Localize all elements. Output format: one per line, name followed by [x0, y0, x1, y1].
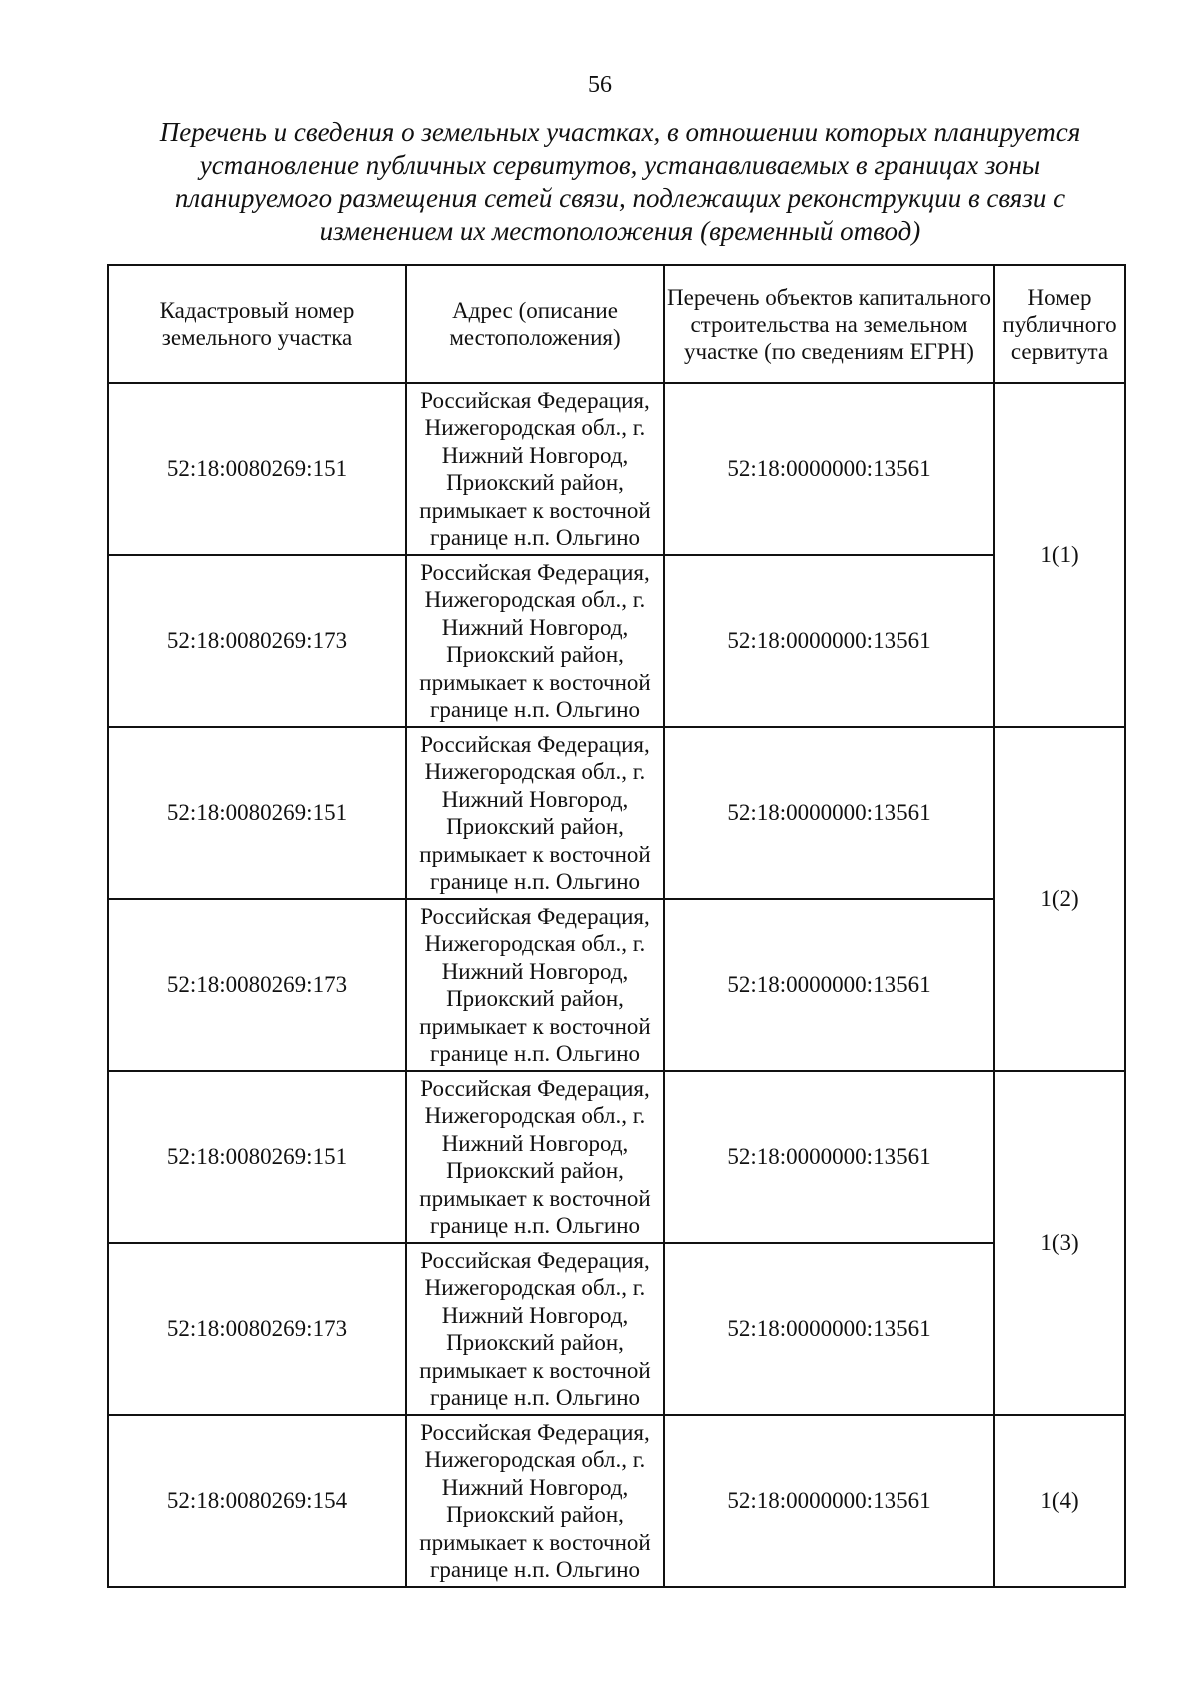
address-line: примыкает к восточной: [419, 1357, 651, 1383]
address-line: границе н.п. Ольгино: [429, 1385, 641, 1410]
table-row: [108, 727, 1125, 899]
address-line: Нижегородская обл., г.: [424, 1447, 646, 1472]
address-line: примыкает к восточной: [419, 1529, 651, 1555]
capital-objects-cell: 52:18:0000000:13561: [664, 1071, 994, 1243]
header-servitude-number: Номер публичного сервитута: [994, 265, 1125, 383]
servitude-number-cell: 1(3): [994, 1071, 1125, 1415]
capital-objects-cell: 52:18:0000000:13561: [664, 899, 994, 1071]
title-line: планируемого размещения сетей связи, подлежащих реконструкции в связи с: [174, 183, 1066, 213]
address-line: Российская Федерация,: [420, 1419, 650, 1445]
address-line: примыкает к восточной: [419, 1013, 651, 1039]
address-cell: [406, 383, 664, 555]
address-line: границе н.п. Ольгино: [429, 525, 641, 550]
address-line: границе н.п. Ольгино: [429, 1557, 641, 1582]
address-line: Нижегородская обл., г.: [424, 1275, 646, 1300]
cadastral-number-cell: 52:18:0080269:154: [108, 1415, 406, 1587]
address-line: примыкает к восточной: [419, 1185, 651, 1211]
address-line: примыкает к восточной: [419, 669, 651, 695]
table-row: [108, 899, 1125, 1071]
cadastral-number-cell: 52:18:0080269:151: [108, 1071, 406, 1243]
title-line: Перечень и сведения о земельных участках, в отношении которых планируется: [159, 117, 1081, 147]
page-number: 56: [588, 72, 612, 98]
address-line: Приокский район,: [446, 1502, 624, 1527]
address-line: Приокский район,: [446, 986, 624, 1011]
servitude-number-cell: 1(2): [994, 727, 1125, 1071]
address-line: Нижегородская обл., г.: [424, 587, 646, 612]
address-line: Нижегородская обл., г.: [424, 415, 646, 440]
capital-objects-cell: 52:18:0000000:13561: [664, 1243, 994, 1415]
address-line: Российская Федерация,: [420, 387, 650, 413]
address-line: границе н.п. Ольгино: [429, 1041, 641, 1066]
table-row: [108, 555, 1125, 727]
address-cell: [406, 727, 664, 899]
address-line: Российская Федерация,: [420, 731, 650, 757]
address-line: примыкает к восточной: [419, 497, 651, 523]
address-line: Нижегородская обл., г.: [424, 931, 646, 956]
address-line: Российская Федерация,: [420, 903, 650, 929]
address-line: Российская Федерация,: [420, 1075, 650, 1101]
capital-objects-cell: 52:18:0000000:13561: [664, 555, 994, 727]
cadastral-number-cell: 52:18:0080269:173: [108, 555, 406, 727]
table-header-row: [108, 265, 1125, 383]
cadastral-number-cell: 52:18:0080269:151: [108, 727, 406, 899]
cadastral-number-cell: 52:18:0080269:173: [108, 1243, 406, 1415]
table-row: [108, 1415, 1125, 1587]
servitude-table: [107, 264, 1126, 1588]
servitude-number-cell: 1(4): [994, 1415, 1125, 1587]
cadastral-number-cell: 52:18:0080269:173: [108, 899, 406, 1071]
capital-objects-cell: 52:18:0000000:13561: [664, 383, 994, 555]
title-line: изменением их местоположения (временный отвод): [319, 216, 921, 246]
address-line: примыкает к восточной: [419, 841, 651, 867]
header-address: Адрес (описание местоположения): [406, 265, 664, 383]
table-row: [108, 383, 1125, 555]
address-line: границе н.п. Ольгино: [429, 697, 641, 722]
address-line: Российская Федерация,: [420, 1247, 650, 1273]
capital-objects-cell: 52:18:0000000:13561: [664, 727, 994, 899]
title-line: установление публичных сервитутов, устанавливаемых в границах зоны: [199, 150, 1041, 180]
header-capital-objects: Перечень объектов капитального строительства на земельном участке (по сведениям ЕГРН): [664, 265, 994, 383]
table-row: [108, 1071, 1125, 1243]
address-cell: [406, 899, 664, 1071]
address-line: Нижегородская обл., г.: [424, 1103, 646, 1128]
address-line: границе н.п. Ольгино: [429, 1213, 641, 1238]
address-line: Нижегородская обл., г.: [424, 759, 646, 784]
address-line: Нижний Новгород,: [441, 1474, 629, 1500]
address-cell: [406, 1415, 664, 1587]
document-title: [120, 116, 1120, 248]
capital-objects-cell: 52:18:0000000:13561: [664, 1415, 994, 1587]
address-line: Нижний Новгород,: [441, 442, 629, 468]
address-cell: [406, 1243, 664, 1415]
table-row: [108, 1243, 1125, 1415]
address-line: границе н.п. Ольгино: [429, 869, 641, 894]
header-cadastral-number: Кадастровый номер земельного участка: [108, 265, 406, 383]
address-line: Приокский район,: [446, 814, 624, 839]
address-line: Приокский район,: [446, 1330, 624, 1355]
address-line: Приокский район,: [446, 470, 624, 495]
address-line: Нижний Новгород,: [441, 1302, 629, 1328]
servitude-number-cell: 1(1): [994, 383, 1125, 727]
address-line: Нижний Новгород,: [441, 958, 629, 984]
address-line: Нижний Новгород,: [441, 1130, 629, 1156]
address-cell: [406, 1071, 664, 1243]
address-line: Приокский район,: [446, 642, 624, 667]
address-line: Российская Федерация,: [420, 559, 650, 585]
address-line: Нижний Новгород,: [441, 786, 629, 812]
address-line: Приокский район,: [446, 1158, 624, 1183]
address-line: Нижний Новгород,: [441, 614, 629, 640]
address-cell: [406, 555, 664, 727]
cadastral-number-cell: 52:18:0080269:151: [108, 383, 406, 555]
